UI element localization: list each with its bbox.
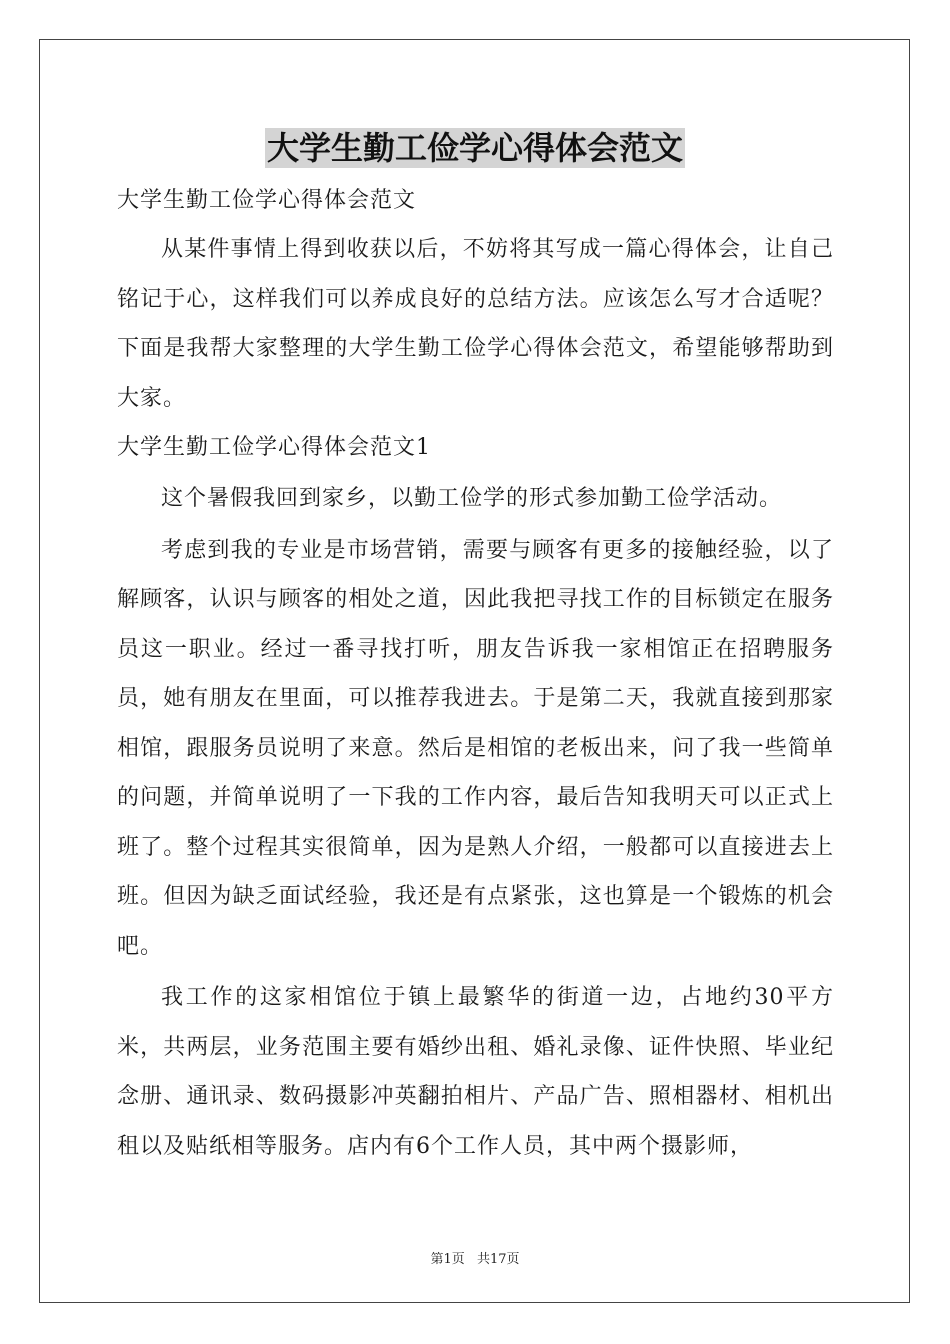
document-title: 大学生勤工俭学心得体会范文 — [266, 129, 683, 167]
body-paragraph-2: 考虑到我的专业是市场营销，需要与顾客有更多的接触经验，以了解顾客，认识与顾客的相处之道，因此我把寻找工作的目标锁定在服务员这一职业。经过一番寻找打听，朋友告诉我一家相馆正在招聘服务员，她有朋友在里面，可以推荐我进去。于是第二天，我就直接到那家相馆，跟服务员说明了来意。然后是相馆的老板出来，问了我一些简单的问题，并简单说明了一下我的工作内容，最后告知我明天可以正式上班了。整个过程其实很简单，因为是熟人介绍，一般都可以直接进去上班。但因为缺乏面试经验，我还是有点紧张，这也算是一个锻炼的机会吧。 — [117, 537, 834, 959]
document-subtitle: 大学生勤工俭学心得体会范文 — [117, 188, 417, 213]
page-footer — [0, 1248, 950, 1267]
title-container — [0, 128, 950, 168]
intro-paragraph: 从某件事情上得到收获以后，不妨将其写成一篇心得体会，让自己铭记于心，这样我们可以养成良好的总结方法。应该怎么写才合适呢？下面是我帮大家整理的大学生勤工俭学心得体会范文，希望能够帮助到大家。 — [117, 237, 834, 411]
document-body — [117, 176, 834, 1171]
page-number: 第1页 — [430, 1252, 465, 1267]
page-total: 共17页 — [476, 1252, 520, 1267]
body-paragraph-1: 这个暑假我回到家乡，以勤工俭学的形式参加勤工俭学活动。 — [161, 486, 783, 511]
section-heading: 大学生勤工俭学心得体会范文1 — [117, 435, 431, 460]
body-paragraph-3: 我工作的这家相馆位于镇上最繁华的街道一边，占地约30平方米，共两层，业务范围主要有婚纱出租、婚礼录像、证件快照、毕业纪念册、通讯录、数码摄影冲英翻拍相片、产品广告、照相器材、相机出租以及贴纸相等服务。店内有6个工作人员，其中两个摄影师， — [117, 985, 834, 1159]
